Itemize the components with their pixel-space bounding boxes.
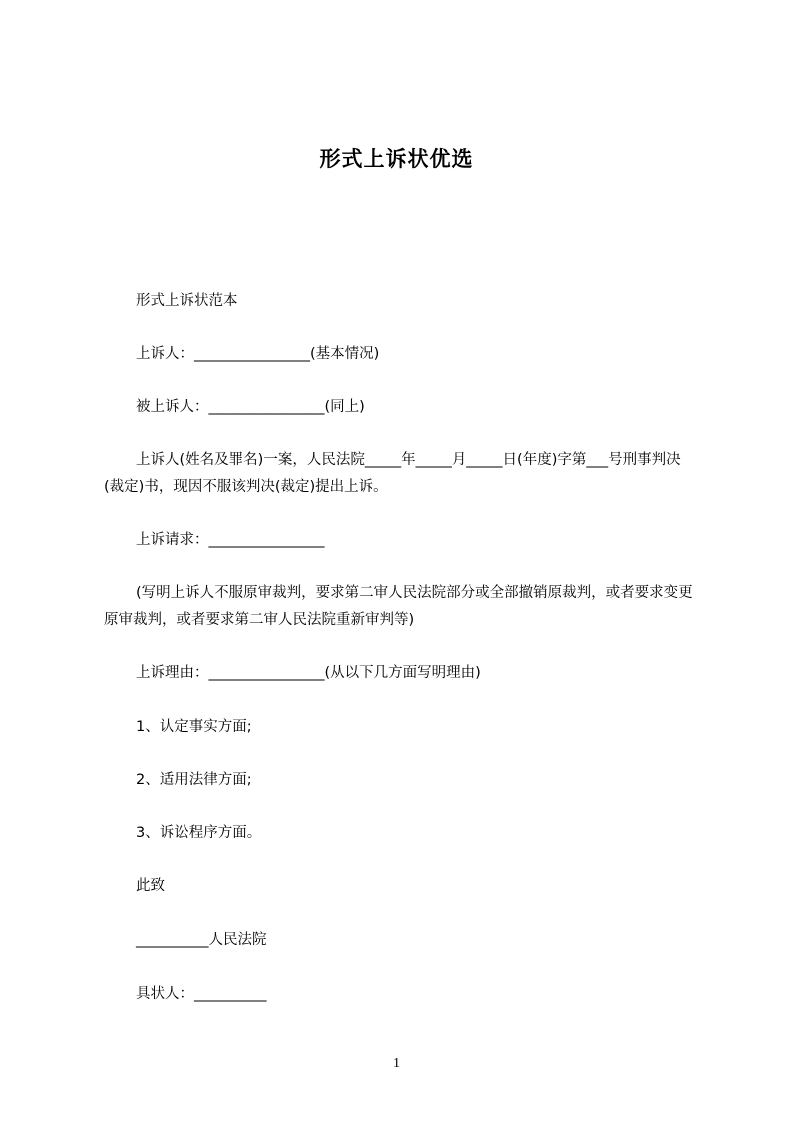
reason-item-1: 1、认定事实方面; <box>136 719 252 735</box>
appellee-line: 被上诉人：________________(同上) <box>136 399 365 415</box>
reason-item-2: 2、适用法律方面; <box>136 772 252 788</box>
document-title: 形式上诉状优选 <box>319 147 474 171</box>
reason-item-3: 3、诉讼程序方面。 <box>136 825 262 841</box>
court-line: __________人民法院 <box>136 932 267 948</box>
closing-line: 此致 <box>136 878 165 894</box>
reason-line: 上诉理由：________________(从以下几方面写明理由) <box>136 665 481 681</box>
document-subtitle: 形式上诉状范本 <box>136 293 238 309</box>
case-intro-paragraph: 上诉人(姓名及罪名)一案，人民法院_____年_____月_____日(年度)字第___号刑事判决(裁定)书，现因不服该判决(裁定)提出上诉。 <box>104 452 681 495</box>
page-number: 1 <box>393 1056 400 1071</box>
request-line: 上诉请求：________________ <box>136 532 325 548</box>
request-note-paragraph: (写明上诉人不服原审裁判，要求第二审人民法院部分或全部撤销原裁判，或者要求变更原审裁判，或者要求第二审人民法院重新审判等) <box>104 585 693 628</box>
appellant-line: 上诉人：________________(基本情况) <box>136 346 380 362</box>
signer-line: 具状人：__________ <box>136 986 267 1002</box>
